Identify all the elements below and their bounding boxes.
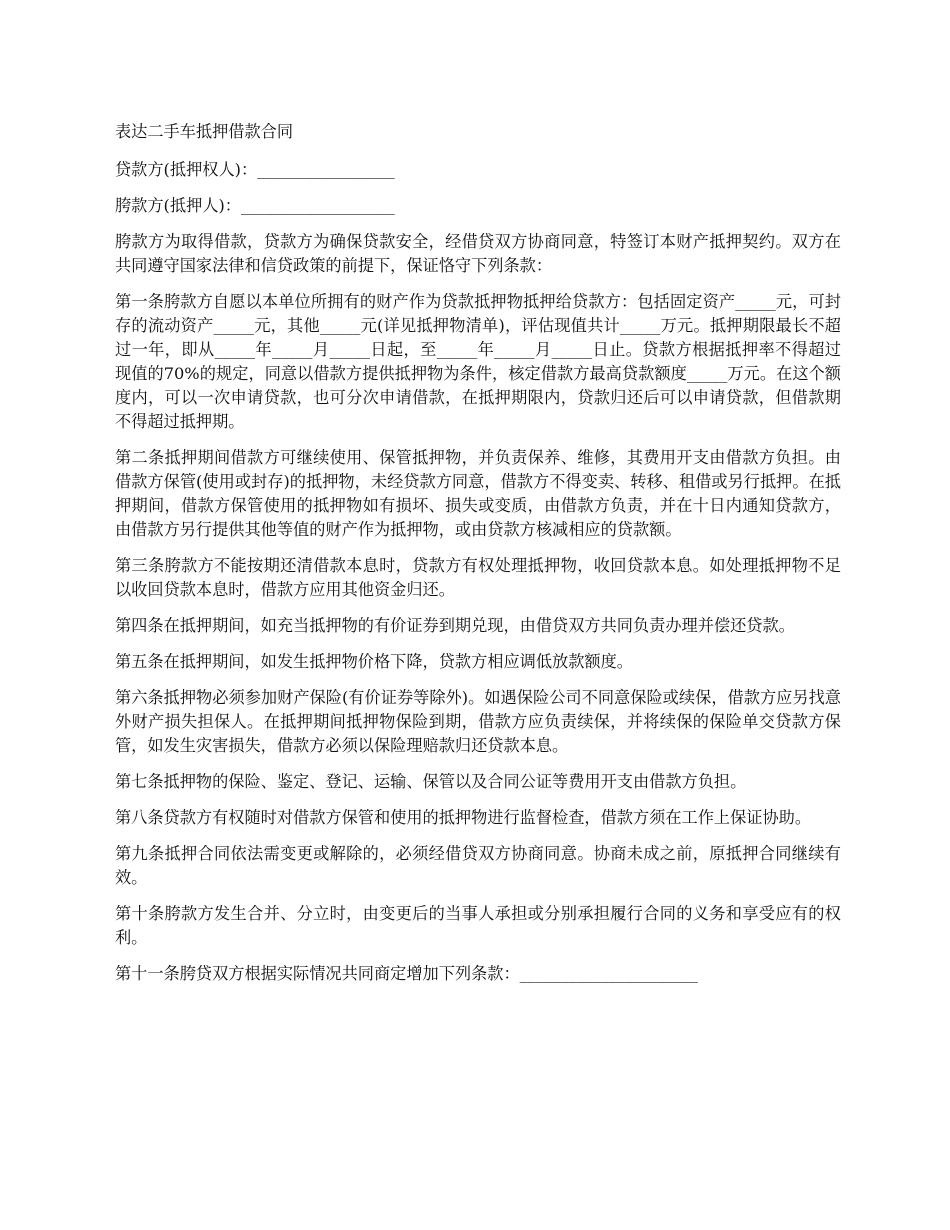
article-7: 第七条抵押物的保险、鉴定、登记、运输、保管以及合同公证等费用开支由借款方负担。 — [115, 772, 747, 791]
contract-document — [115, 120, 841, 998]
article-2: 第二条抵押期间借款方可继续使用、保管抵押物，并负责保养、维修，其费用开支由借款方负担。由借款方保管(使用或封存)的抵押物，未经贷款方同意，借款方不得变卖、转移、租借或另行抵押。在抵押期间，借款方保管使用的抵押物如有损坏、损失或变质，由借款方负责，并在十日内通知贷款方，由借款方另行提供其他等值的财产作为抵押物，或由贷款方核减相应的贷款额。 — [115, 448, 841, 539]
article-3: 第三条胯款方不能按期还清借款本息时，贷款方有权处理抵押物，收回贷款本息。如处理抵押物不足以收回贷款本息时，借款方应用其他资金归还。 — [115, 556, 841, 599]
article-10: 第十条胯款方发生合并、分立时，由变更后的当事人承担或分别承担履行合同的义务和享受应有的权利。 — [115, 904, 841, 947]
preamble-paragraph: 胯款方为取得借款，贷款方为确保贷款安全，经借贷双方协商同意，特签订本财产抵押契约。双方在共同遵守国家法律和信贷政策的前提下，保证恪守下列条款： — [115, 232, 841, 275]
article-1: 第一条胯款方自愿以本单位所拥有的财产作为贷款抵押物抵押给贷款方：包括固定资产_____元，可封存的流动资产_____元，其他_____元(详见抵押物清单)，评估现值共计_____万元。抵押期限最长不超过一年，即从_____年_____月_____日起，至_____年_____月_____日止。贷款方根据抵押率不得超过现值的70%的规定，同意以借款方提供抵押物为条件，核定借款方最高贷款额度_____万元。在这个额度内，可以一次申请贷款，也可分次申请借款，在抵押期限内，贷款归还后可以申请贷款，但借款期不得超过抵押期。 — [115, 292, 841, 431]
document-title: 表达二手车抵押借款合同 — [115, 122, 294, 141]
article-9: 第九条抵押合同依法需变更或解除的，必须经借贷双方协商同意。协商未成之前，原抵押合同继续有效。 — [115, 844, 841, 887]
article-8: 第八条贷款方有权随时对借款方保管和使用的抵押物进行监督检查，借款方须在工作上保证协助。 — [115, 808, 812, 827]
article-11: 第十一条胯贷双方根据实际情况共同商定增加下列条款：______________________ — [115, 964, 698, 983]
article-4: 第四条在抵押期间，如充当抵押物的有价证券到期兑现，由借贷双方共同负责办理并偿还贷款。 — [115, 616, 795, 635]
article-6: 第六条抵押物必须参加财产保险(有价证券等除外)。如遇保险公司不同意保险或续保，借款方应另找意外财产损失担保人。在抵押期间抵押物保险到期，借款方应负责续保，并将续保的保险单交贷款方保管，如发生灾害损失，借款方必须以保险理赔款归还贷款本息。 — [115, 688, 841, 755]
article-5: 第五条在抵押期间，如发生抵押物价格下降，贷款方相应调低放款额度。 — [115, 652, 633, 671]
borrower-line: 胯款方(抵押人)：___________________ — [115, 196, 395, 215]
lender-line: 贷款方(抵押权人)：_________________ — [115, 160, 395, 179]
